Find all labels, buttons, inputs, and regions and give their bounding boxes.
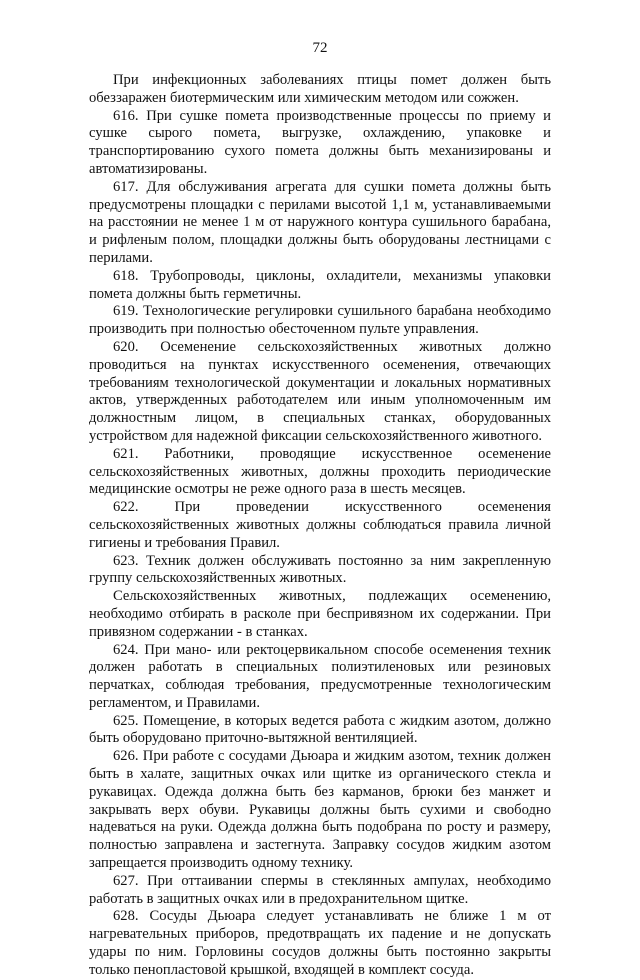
document-body — [89, 72, 551, 980]
page-number: 72 — [312, 40, 328, 56]
paragraph-624: 624. При мано- или ректоцервикальном способе осеменения техник должен работать в специальных полиэтиленовых или резиновых перчатках, соблюдая требования, предусмотренные технологическим регламентом, и Правилами. — [89, 641, 551, 711]
paragraph-621: 621. Работники, проводящие искусственное осеменение сельскохозяйственных животных, должны проходить периодические медицинские осмотры не реже одного раза в шесть месяцев. — [89, 445, 551, 498]
paragraph-623: 623. Техник должен обслуживать постоянно за ним закрепленную группу сельскохозяйственных животных. — [89, 552, 551, 587]
paragraph-625: 625. Помещение, в которых ведется работа с жидким азотом, должно быть оборудовано приточно-вытяжной вентиляцией. — [89, 712, 551, 747]
paragraph-623-continued: Сельскохозяйственных животных, подлежащих осеменению, необходимо отбирать в расколе при беспривязном их содержании. При привязном содержании - в станках. — [89, 588, 551, 640]
paragraph-620: 620. Осеменение сельскохозяйственных животных должно проводиться на пунктах искусственного осеменения, отвечающих требованиям технологической документации и локальных нормативных актов, утвержденных работодателем или иным уполномоченным им должностным лицом, в специальных станках, оборудованных устройством для надежной фиксации сельскохозяйственного животного. — [89, 338, 551, 444]
paragraph-626: 626. При работе с сосудами Дьюара и жидким азотом, техник должен быть в халате, защитных очках или щитке из органического стекла и рукавицах. Одежда должна быть без карманов, брюки без манжет и закрывать верх обуви. Рукавицы должны быть сухими и свободно надеваться на руки. Одежда должна быть подобрана по росту и размеру, полностью заправлена и застегнута. Заправку сосудов жидким азотом запрещается производить одному технику. — [89, 748, 551, 872]
paragraph-618: 618. Трубопроводы, циклоны, охладители, механизмы упаковки помета должны быть герметичны. — [89, 267, 551, 302]
paragraph-622: 622. При проведении искусственного осеменения сельскохозяйственных животных должны соблюдаться правила личной гигиены и требования Правил. — [89, 499, 551, 551]
paragraph-628: 628. Сосуды Дьюара следует устанавливать не ближе 1 м от нагревательных приборов, предотвращать их падение и не допускать удары по ним. Горловины сосудов должны быть постоянно закрыты только пенопластовой крышкой, входящей в комплект сосуда. — [89, 908, 551, 978]
paragraph-627: 627. При оттаивании спермы в стеклянных ампулах, необходимо работать в защитных очках или в предохранительном щитке. — [89, 872, 551, 907]
paragraph-intro: При инфекционных заболеваниях птицы помет должен быть обеззаражен биотермическим или химическим методом или сожжен. — [89, 72, 551, 106]
paragraph-616: 616. При сушке помета производственные процессы по приему и сушке сырого помета, выгрузке, охлаждению, упаковке и транспортированию сухого помета должны быть механизированы и автоматизированы. — [89, 107, 551, 177]
paragraph-617: 617. Для обслуживания агрегата для сушки помета должны быть предусмотрены площадки с перилами высотой 1,1 м, устанавливаемыми на расстоянии не менее 1 м от наружного контура сушильного барабана, и рифленым полом, площадки должны быть оборудованы лестницами с перилами. — [89, 178, 551, 266]
paragraph-619: 619. Технологические регулировки сушильного барабана необходимо производить при полностью обесточенном пульте управления. — [89, 303, 551, 338]
